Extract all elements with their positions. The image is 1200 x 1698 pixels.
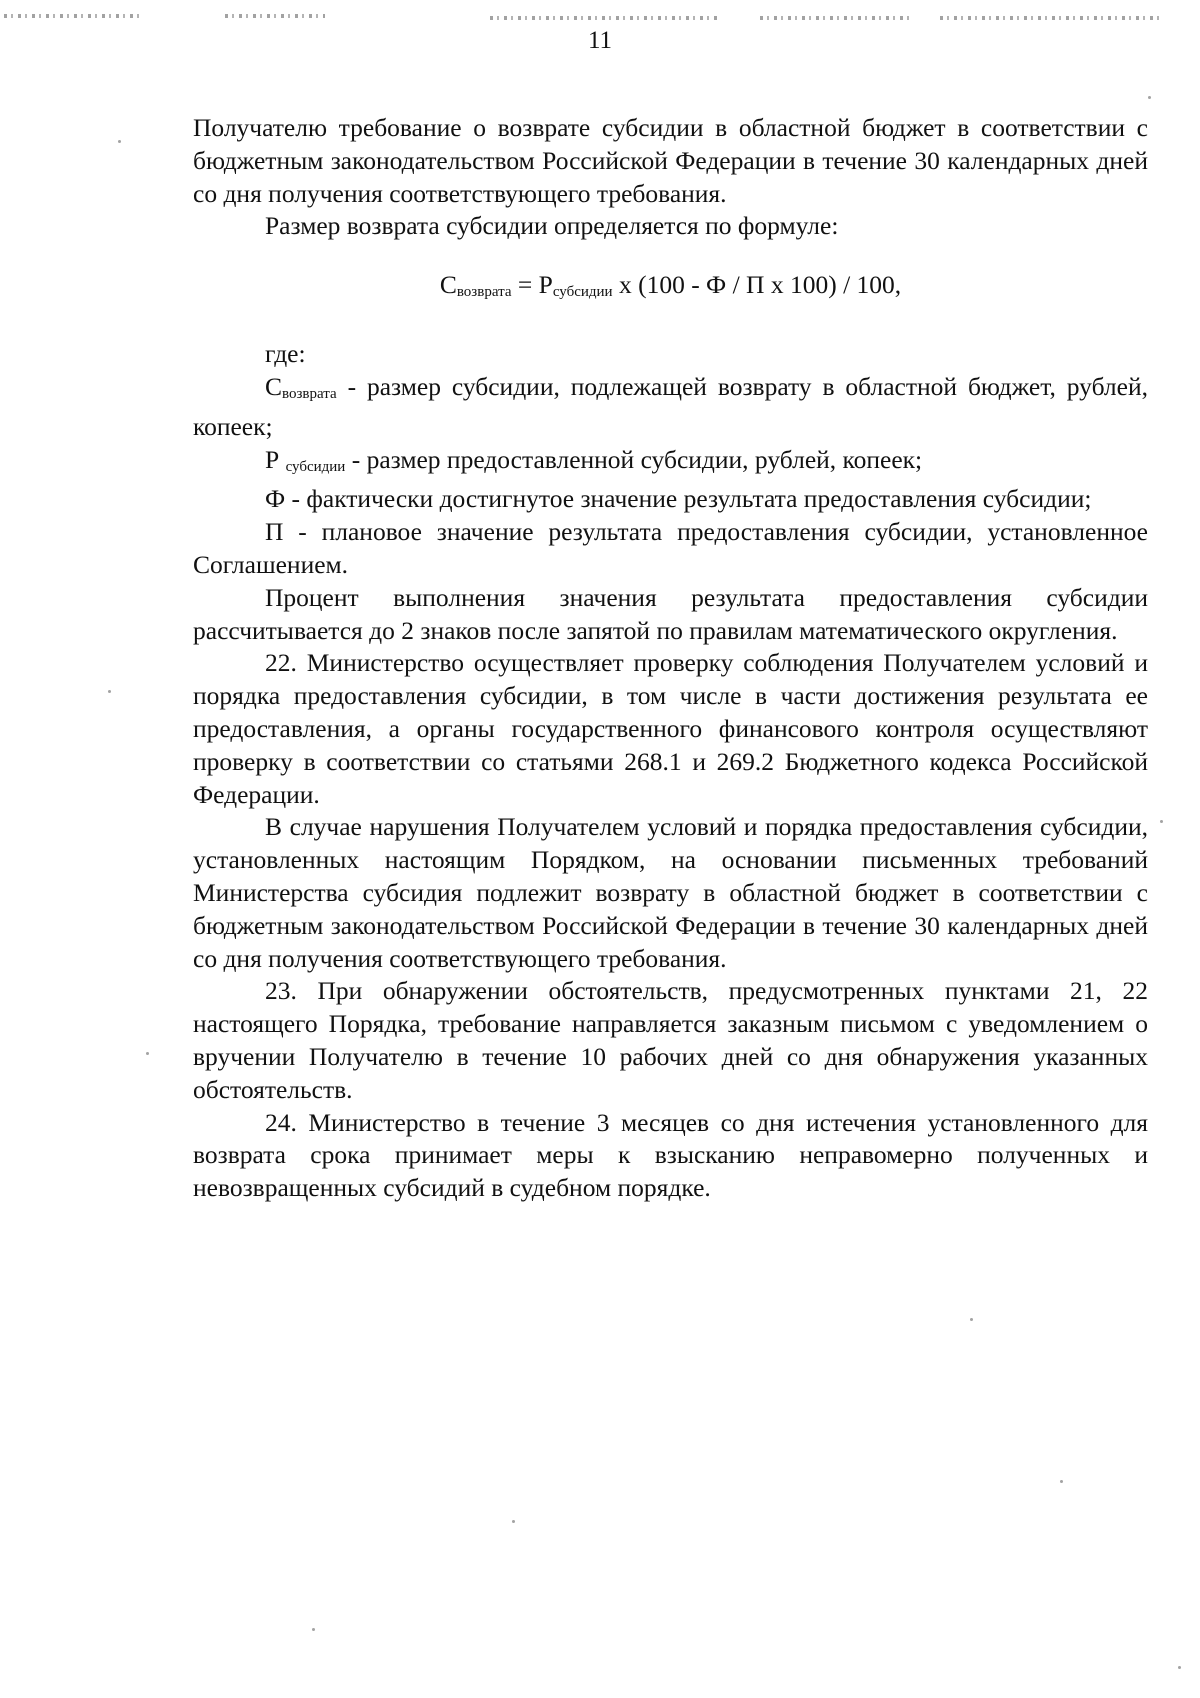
definition-p-text: - размер предоставленной субсидии, рублей, копеек; [345,444,923,474]
definition-p [193,444,1148,484]
paragraph-22: 22. Министерство осуществляет проверку соблюдения Получателем условий и порядка предоставления субсидии, в том числе в части достижения результата ее предоставления, а органы государственного финансового контроля осуществляют проверку в соответствии со статьями 268.1 и 269.2 Бюджетного кодекса Российской Федерации. [193,648,1148,809]
scan-speck [312,1628,315,1631]
formula-eq: = Р [511,270,553,300]
scan-speck [1160,820,1163,823]
formula-p-subscript: субсидии [552,284,613,301]
scan-artifact [4,14,144,18]
paragraph-rounding: Процент выполнения значения результата предоставления субсидии рассчитывается до 2 знаков после запятой по правилам математического округления. [193,582,1148,645]
scan-artifact [490,16,720,20]
paragraph-23: 23. При обнаружении обстоятельств, предусмотренных пунктами 21, 22 настоящего Порядка, требование направляется заказным письмом с уведомлением о вручении Получателю в течение 10 рабочих дней со дня обнаружения указанных обстоятельств. [193,976,1148,1104]
formula-rest: х (100 - Ф / П х 100) / 100, [612,270,902,300]
where-label: где: [265,339,306,369]
scan-speck [146,1052,149,1055]
definition-f: Ф - фактически достигнутое значение результата предоставления субсидии; [265,484,1092,514]
refund-formula [193,267,1148,310]
formula-c-subscript: возврата [456,284,512,301]
definition-c-subscript: возврата [282,385,337,402]
definition-p-subscript: субсидии [285,458,346,475]
definition-plan: П - плановое значение результата предоставления субсидии, установленное Соглашением. [193,517,1148,579]
scan-artifact [760,16,910,20]
paragraph-intro-1: Получателю требование о возврате субсидии в областной бюджет в соответствии с бюджетным законодательством Российской Федерации в течение 30 календарных дней со дня получения соответствующего требования. [193,113,1148,208]
scan-speck [512,1520,515,1523]
scan-speck [1178,1666,1181,1669]
paragraph-24: 24. Министерство в течение 3 месяцев со дня истечения установленного для возврата срока принимает меры к взысканию неправомерно полученных и невозвращенных субсидий в судебном порядке. [193,1107,1148,1203]
scan-speck [970,1318,973,1321]
scan-artifact [225,14,325,18]
scan-speck [108,690,111,693]
scan-artifact [940,16,1160,20]
page-number: 11 [587,27,613,54]
formula-c: С [439,270,457,300]
scan-speck [118,140,121,143]
definition-p-symbol: Р [265,444,286,474]
paragraph-intro-2: Размер возврата субсидии определяется по формуле: [265,211,839,241]
scan-speck [1060,1480,1063,1483]
paragraph-violation: В случае нарушения Получателем условий и порядка предоставления субсидии, установленных настоящим Порядком, на основании письменных требований Министерства субсидия подлежит возврату в областной бюджет в соответствии с бюджетным законодательством Российской Федерации в течение 30 календарных дней со дня получения соответствующего требования. [193,812,1148,973]
scan-speck [1148,96,1151,99]
definition-c [193,371,1148,444]
definition-c-symbol: С [265,371,283,401]
definition-c-text: - размер субсидии, подлежащей возврату в областной бюджет, рублей, копеек; [193,371,1148,441]
document-body [193,112,1148,1205]
